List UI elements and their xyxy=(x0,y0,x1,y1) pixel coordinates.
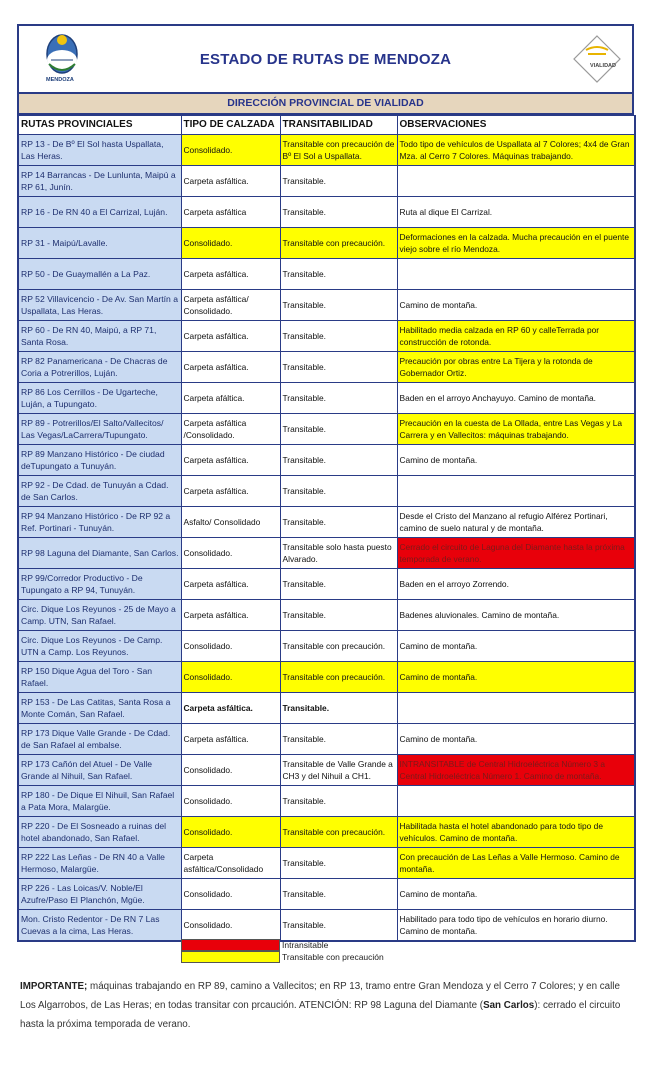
observations-cell: Baden en el arroyo Anchayuyo. Camino de montaña. xyxy=(397,383,635,414)
observations-cell: Camino de montaña. xyxy=(397,662,635,693)
table-body xyxy=(18,135,635,941)
observations-cell: Camino de montaña. xyxy=(397,290,635,321)
trafficability-cell: Transitable con precaución. xyxy=(280,662,397,693)
route-name-cell: RP 82 Panamericana - De Chacras de Coria a Potrerillos, Luján. xyxy=(18,352,181,383)
trafficability-cell: Transitable. xyxy=(280,321,397,352)
route-name-cell: RP 220 - De El Sosneado a ruinas del hotel abandonado, San Rafael. xyxy=(18,817,181,848)
road-type-cell: Carpeta asfáltica /Consolidado. xyxy=(181,414,280,445)
route-name-cell: RP 92 - De Cdad. de Tunuyán a Cdad. de San Carlos. xyxy=(18,476,181,507)
trafficability-cell: Transitable con precaución. xyxy=(280,817,397,848)
table-row xyxy=(18,755,635,786)
road-type-cell: Consolidado. xyxy=(181,538,280,569)
route-name-cell: RP 14 Barrancas - De Lunlunta, Maipú a RP 61, Junín. xyxy=(18,166,181,197)
observations-cell: Habilitado para todo tipo de vehículos en horario diurno. Camino de montaña. xyxy=(397,910,635,941)
road-type-cell: Carpeta asfáltica. xyxy=(181,259,280,290)
table-row xyxy=(18,724,635,755)
road-type-cell: Carpeta asfáltica. xyxy=(181,600,280,631)
table-header-row xyxy=(18,116,635,135)
road-type-cell: Asfalto/ Consolidado xyxy=(181,507,280,538)
route-name-cell: RP 94 Manzano Histórico - De RP 92 a Ref. Portinari - Tunuyán. xyxy=(18,507,181,538)
route-name-cell: RP 173 Dique Valle Grande - De Cdad. de San Rafael al embalse. xyxy=(18,724,181,755)
route-name-cell: Circ. Dique Los Reyunos - De Camp. UTN a Camp. Los Reyunos. xyxy=(18,631,181,662)
observations-cell: Habilitada hasta el hotel abandonado para todo tipo de vehículos. Camino de montaña. xyxy=(397,817,635,848)
trafficability-cell: Transitable. xyxy=(280,910,397,941)
observations-cell xyxy=(397,693,635,724)
observations-cell: Precaución en la cuesta de La Ollada, entre Las Vegas y La Carrera y en Vallecitos: máquinas trabajando. xyxy=(397,414,635,445)
observations-cell: Badenes aluvionales. Camino de montaña. xyxy=(397,600,635,631)
observations-cell: Cerrado el circuito de Laguna del Diamante hasta la próxima temporada de verano. xyxy=(397,538,635,569)
trafficability-cell: Transitable solo hasta puesto Alvarado. xyxy=(280,538,397,569)
observations-cell: Camino de montaña. xyxy=(397,879,635,910)
route-name-cell: RP 86 Los Cerrillos - De Ugarteche, Luján, a Tupungato. xyxy=(18,383,181,414)
column-header-routes: RUTAS PROVINCIALES xyxy=(18,116,181,135)
trafficability-cell: Transitable. xyxy=(280,786,397,817)
trafficability-cell: Transitable. xyxy=(280,476,397,507)
route-name-cell: Circ. Dique Los Reyunos - 25 de Mayo a Camp. UTN, San Rafael. xyxy=(18,600,181,631)
observations-cell: Desde el Cristo del Manzano al refugio Alférez Portinari, camino de suelo natural y de montaña. xyxy=(397,507,635,538)
table-row xyxy=(18,569,635,600)
observations-cell xyxy=(397,166,635,197)
route-name-cell: RP 89 - Potrerillos/El Salto/Vallecitos/ Las Vegas/LaCarrera/Tupungato. xyxy=(18,414,181,445)
road-type-cell: Consolidado. xyxy=(181,879,280,910)
table-row xyxy=(18,383,635,414)
route-name-cell: RP 50 - De Guaymallén a La Paz. xyxy=(18,259,181,290)
route-name-cell: RP 98 Laguna del Diamante, San Carlos. xyxy=(18,538,181,569)
road-type-cell: Consolidado. xyxy=(181,135,280,166)
legend-item-caution xyxy=(181,951,384,963)
route-name-cell: RP 150 Dique Agua del Toro - San Rafael. xyxy=(18,662,181,693)
road-type-cell: Consolidado. xyxy=(181,786,280,817)
road-type-cell: Carpeta asfáltica xyxy=(181,197,280,228)
observations-cell: Deformaciones en la calzada. Mucha precaución en el puente viejo sobre el río Mendoza. xyxy=(397,228,635,259)
table-row xyxy=(18,848,635,879)
road-type-cell: Consolidado. xyxy=(181,228,280,259)
observations-cell: Con precaución de Las Leñas a Valle Hermoso. Camino de montaña. xyxy=(397,848,635,879)
observations-cell: Precaución por obras entre La Tijera y la rotonda de Gobernador Ortiz. xyxy=(397,352,635,383)
table-row xyxy=(18,693,635,724)
table-row xyxy=(18,786,635,817)
table-row xyxy=(18,197,635,228)
route-status-sheet xyxy=(17,24,634,942)
trafficability-cell: Transitable. xyxy=(280,383,397,414)
route-name-cell: RP 52 Villavicencio - De Av. San Martín a Uspallata, Las Heras. xyxy=(18,290,181,321)
trafficability-cell: Transitable. xyxy=(280,290,397,321)
trafficability-cell: Transitable. xyxy=(280,352,397,383)
route-name-cell: RP 173 Cañón del Atuel - De Valle Grande al Nihuil, San Rafael. xyxy=(18,755,181,786)
road-type-cell: Carpeta asfáltica/ Consolidado. xyxy=(181,290,280,321)
trafficability-cell: Transitable con precaución. xyxy=(280,631,397,662)
trafficability-cell: Transitable. xyxy=(280,414,397,445)
trafficability-cell: Transitable. xyxy=(280,848,397,879)
trafficability-cell: Transitable. xyxy=(280,569,397,600)
table-row xyxy=(18,321,635,352)
road-type-cell: Carpeta asfáltica. xyxy=(181,724,280,755)
section-subtitle: DIRECCIÓN PROVINCIAL DE VIALIDAD xyxy=(17,92,634,115)
route-name-cell: RP 60 - De RN 40, Maipú, a RP 71, Santa Rosa. xyxy=(18,321,181,352)
sheet-header xyxy=(17,24,634,92)
route-name-cell: RP 16 - De RN 40 a El Carrizal, Luján. xyxy=(18,197,181,228)
route-name-cell: RP 226 - Las Loicas/V. Noble/El Azufre/Paso El Planchón, Mgüe. xyxy=(18,879,181,910)
route-name-cell: Mon. Cristo Redentor - De RN 7 Las Cuevas a la cima, Las Heras. xyxy=(18,910,181,941)
observations-cell: Camino de montaña. xyxy=(397,445,635,476)
notice-emphasis: San Carlos xyxy=(483,1000,535,1011)
routes-table xyxy=(17,115,636,942)
legend-label-caution: Transitable con precaución xyxy=(282,952,384,962)
column-header-trafficability: TRANSITABILIDAD xyxy=(280,116,397,135)
column-header-road-type: TIPO DE CALZADA xyxy=(181,116,280,135)
observations-cell xyxy=(397,259,635,290)
legend-label-closed: Intransitable xyxy=(282,940,329,950)
road-type-cell: Consolidado. xyxy=(181,662,280,693)
table-row xyxy=(18,662,635,693)
column-header-observations: OBSERVACIONES xyxy=(397,116,635,135)
road-type-cell: Carpeta asfáltica/Consolidado xyxy=(181,848,280,879)
important-notice xyxy=(20,977,636,1034)
route-name-cell: RP 13 - De Bº El Sol hasta Uspallata, Las Heras. xyxy=(18,135,181,166)
table-row xyxy=(18,879,635,910)
observations-cell xyxy=(397,476,635,507)
table-row xyxy=(18,135,635,166)
observations-cell: INTRANSITABLE de Central Hidroeléctrica Número 3 a Central Hidroeléctrica Número 1. Camino de montaña. xyxy=(397,755,635,786)
vialidad-logo xyxy=(572,34,622,84)
table-row xyxy=(18,476,635,507)
table-row xyxy=(18,290,635,321)
table-row xyxy=(18,910,635,941)
legend-swatch-closed xyxy=(181,939,280,951)
road-type-cell: Carpeta afáltica. xyxy=(181,383,280,414)
trafficability-cell: Transitable. xyxy=(280,197,397,228)
road-type-cell: Carpeta asfáltica. xyxy=(181,321,280,352)
legend-swatch-caution xyxy=(181,951,280,963)
table-row xyxy=(18,414,635,445)
vialidad-logo-text: VIALIDAD xyxy=(590,63,616,69)
notice-lead: IMPORTANTE; xyxy=(20,981,88,992)
notice-text-1: máquinas trabajando en RP 89, camino a Vallecitos; en RP 13, tramo entre Gran Mendoza y el Cerro 7 Colores; y en calle Los Algarrobos, de Las Heras; en todas transitar con prcaución. ATENCIÓN: RP 98 Laguna del Diamante ( xyxy=(20,981,620,1011)
table-row xyxy=(18,445,635,476)
observations-cell: Todo tipo de vehículos de Uspallata al 7 Colores; 4x4 de Gran Mza. al Cerro 7 Colores. Máquinas trabajando. xyxy=(397,135,635,166)
table-row xyxy=(18,259,635,290)
road-type-cell: Carpeta asfáltica. xyxy=(181,166,280,197)
table-row xyxy=(18,600,635,631)
observations-cell: Camino de montaña. xyxy=(397,631,635,662)
road-type-cell: Consolidado. xyxy=(181,910,280,941)
trafficability-cell: Transitable. xyxy=(280,507,397,538)
trafficability-cell: Transitable. xyxy=(280,259,397,290)
road-type-cell: Carpeta asfáltica. xyxy=(181,569,280,600)
legend xyxy=(181,939,384,963)
route-name-cell: RP 99/Corredor Productivo - De Tupungato a RP 94, Tunuyán. xyxy=(18,569,181,600)
table-row xyxy=(18,166,635,197)
document-title: ESTADO DE RUTAS DE MENDOZA xyxy=(199,51,452,68)
road-type-cell: Consolidado. xyxy=(181,817,280,848)
trafficability-cell: Transitable. xyxy=(280,600,397,631)
mendoza-logo-text: MENDOZA xyxy=(46,77,74,83)
observations-cell: Baden en el arroyo Zorrendo. xyxy=(397,569,635,600)
route-name-cell: RP 31 - Maipú/Lavalle. xyxy=(18,228,181,259)
trafficability-cell: Transitable con precaución. xyxy=(280,228,397,259)
route-name-cell: RP 180 - De Dique El Nihuil, San Rafael a Pata Mora, Malargüe. xyxy=(18,786,181,817)
observations-cell: Habilitado media calzada en RP 60 y calleTerrada por construcción de rotonda. xyxy=(397,321,635,352)
table-row xyxy=(18,352,635,383)
trafficability-cell: Transitable. xyxy=(280,693,397,724)
trafficability-cell: Transitable de Valle Grande a CH3 y del Nihuil a CH1. xyxy=(280,755,397,786)
observations-cell xyxy=(397,786,635,817)
trafficability-cell: Transitable. xyxy=(280,166,397,197)
route-name-cell: RP 153 - De Las Catitas, Santa Rosa a Monte Comán, San Rafael. xyxy=(18,693,181,724)
table-row xyxy=(18,228,635,259)
route-name-cell: RP 89 Manzano Histórico - De ciudad deTupungato a Tunuyán. xyxy=(18,445,181,476)
road-type-cell: Carpeta asfáltica. xyxy=(181,352,280,383)
road-type-cell: Consolidado. xyxy=(181,631,280,662)
table-row xyxy=(18,538,635,569)
trafficability-cell: Transitable con precaución de Bº El Sol a Uspallata. xyxy=(280,135,397,166)
table-row xyxy=(18,817,635,848)
table-row xyxy=(18,507,635,538)
trafficability-cell: Transitable. xyxy=(280,445,397,476)
notice-text-2: ): cerrado el circuito hasta la próxima temporada de verano. xyxy=(20,1000,621,1030)
road-type-cell: Consolidado. xyxy=(181,755,280,786)
road-type-cell: Carpeta asfáltica. xyxy=(181,476,280,507)
road-type-cell: Carpeta asfáltica. xyxy=(181,693,280,724)
trafficability-cell: Transitable. xyxy=(280,724,397,755)
observations-cell: Camino de montaña. xyxy=(397,724,635,755)
table-row xyxy=(18,631,635,662)
road-type-cell: Carpeta asfáltica. xyxy=(181,445,280,476)
legend-item-closed xyxy=(181,939,384,951)
trafficability-cell: Transitable. xyxy=(280,879,397,910)
route-name-cell: RP 222 Las Leñas - De RN 40 a Valle Hermoso, Malargüe. xyxy=(18,848,181,879)
observations-cell: Ruta al dique El Carrizal. xyxy=(397,197,635,228)
